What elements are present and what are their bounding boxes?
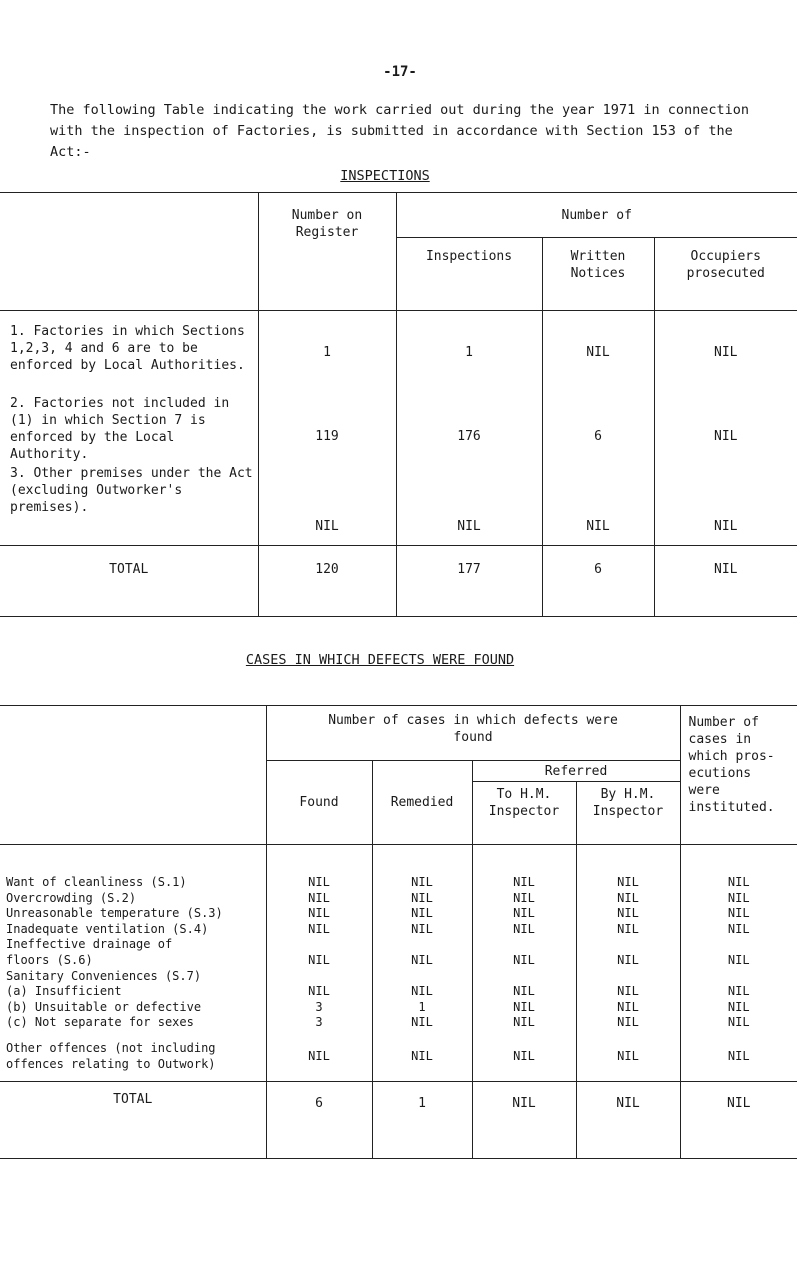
register-value: NIL: [315, 519, 339, 534]
offence-label: (c) Not separate for sexes: [6, 1015, 194, 1030]
row-label: 3. Other premises under the Act (excluding Outworker's premises).: [10, 466, 253, 515]
total-label: TOTAL: [0, 546, 258, 617]
total-to-hm: NIL: [472, 1082, 576, 1159]
by-hm-value: NIL: [617, 984, 639, 999]
prosecutions-value: NIL: [727, 1015, 750, 1030]
by-hm-value: NIL: [617, 1048, 639, 1063]
prosecutions-value: NIL: [727, 952, 750, 967]
inspections-title: INSPECTIONS: [340, 168, 430, 184]
found-value: 3: [315, 999, 323, 1014]
to-hm-value: NIL: [513, 906, 535, 921]
to-hm-value: NIL: [513, 921, 535, 936]
prosecutions-value: NIL: [727, 1048, 750, 1063]
defects-table: [0, 705, 797, 1159]
defects-title: CASES IN WHICH DEFECTS WERE FOUND: [245, 652, 515, 668]
inspections-header: Inspections: [396, 238, 542, 311]
offence-label: Want of cleanliness (S.1): [6, 875, 187, 889]
to-hm-value: NIL: [513, 999, 535, 1014]
prosecuted-value: NIL: [714, 519, 738, 534]
offence-label: Unreasonable temperature (S.3): [6, 906, 223, 921]
total-remedied: 1: [372, 1082, 472, 1159]
found-value: NIL: [308, 890, 330, 905]
offence-label: floors (S.6): [6, 952, 93, 967]
remedied-value: NIL: [411, 921, 433, 936]
blank-header: [0, 193, 258, 311]
prosecuted-value: NIL: [714, 345, 738, 360]
offence-label: offences relating to Outwork): [6, 1056, 216, 1071]
to-hm-header: To H.M. Inspector: [472, 782, 576, 845]
by-hm-value: NIL: [617, 952, 639, 967]
inspections-table: [0, 192, 797, 617]
cases-found-header: Number of cases in which defects were found: [266, 706, 680, 761]
page-number: -17-: [383, 64, 417, 80]
to-hm-value: NIL: [513, 1015, 535, 1030]
blank-header: [0, 706, 266, 845]
to-hm-value: NIL: [513, 875, 535, 889]
prosecutions-value: NIL: [727, 984, 750, 999]
total-prosecutions: NIL: [680, 1082, 797, 1159]
found-value: NIL: [308, 875, 330, 889]
register-value: 1: [323, 345, 331, 360]
inspections-value: 176: [457, 429, 481, 444]
by-hm-value: NIL: [617, 921, 639, 936]
offence-label: Inadequate ventilation (S.4): [6, 921, 209, 936]
remedied-value: NIL: [411, 906, 433, 921]
written-notices-header: Written Notices: [542, 238, 654, 311]
to-hm-value: NIL: [513, 1048, 535, 1063]
found-value: 3: [315, 1015, 323, 1030]
remedied-value: NIL: [411, 984, 433, 999]
remedied-value: 1: [418, 999, 426, 1014]
offence-label: Other offences (not including: [6, 1040, 216, 1055]
prosecutions-value: NIL: [727, 921, 750, 936]
total-found: 6: [266, 1082, 372, 1159]
by-hm-header: By H.M. Inspector: [576, 782, 680, 845]
found-value: NIL: [308, 952, 330, 967]
by-hm-value: NIL: [617, 875, 639, 889]
offence-label: Ineffective drainage of: [6, 937, 173, 952]
total-row: [0, 546, 797, 617]
to-hm-value: NIL: [513, 984, 535, 999]
register-value: 119: [315, 429, 339, 444]
to-hm-value: NIL: [513, 952, 535, 967]
notices-value: NIL: [586, 345, 610, 360]
prosecutions-value: NIL: [727, 999, 750, 1014]
row-label: 2. Factories not included in (1) in which Section 7 is enforced by the Local Authority.: [10, 396, 230, 462]
inspections-value: NIL: [457, 519, 481, 534]
offence-label: Overcrowding (S.2): [6, 890, 137, 905]
offence-label: Sanitary Conveniences (S.7): [6, 968, 202, 983]
total-notices: 6: [542, 546, 654, 617]
number-of-header: Number of: [396, 193, 797, 238]
total-row: [0, 1082, 797, 1159]
remedied-value: NIL: [411, 952, 433, 967]
found-header: Found: [266, 761, 372, 845]
total-inspections: 177: [396, 546, 542, 617]
intro-paragraph: The following Table indicating the work carried out during the year 1971 in connection with the inspection of Factories, is submitted in accordance with Section 153 of the Act:-: [50, 102, 749, 160]
prosecutions-header: Number of cases in which pros-ecutions were instituted.: [680, 706, 797, 845]
table-row: [0, 311, 797, 546]
total-prosecuted: NIL: [654, 546, 797, 617]
notices-value: NIL: [586, 519, 610, 534]
prosecuted-value: NIL: [714, 429, 738, 444]
remedied-header: Remedied: [372, 761, 472, 845]
referred-header: Referred: [472, 761, 680, 782]
remedied-value: NIL: [411, 1015, 433, 1030]
by-hm-value: NIL: [617, 890, 639, 905]
total-register: 120: [258, 546, 396, 617]
row-label: 1. Factories in which Sections 1,2,3, 4 and 6 are to be enforced by Local Authorities.: [10, 324, 245, 373]
prosecutions-value: NIL: [727, 875, 750, 889]
prosecutions-value: NIL: [727, 906, 750, 921]
register-header: Number on Register: [258, 193, 396, 311]
remedied-value: NIL: [411, 875, 433, 889]
found-value: NIL: [308, 906, 330, 921]
remedied-value: NIL: [411, 890, 433, 905]
found-value: NIL: [308, 984, 330, 999]
offence-label: (b) Unsuitable or defective: [6, 999, 202, 1014]
notices-value: 6: [594, 429, 602, 444]
offence-label: (a) Insufficient: [6, 984, 122, 999]
total-by-hm: NIL: [576, 1082, 680, 1159]
total-label: TOTAL: [0, 1082, 266, 1159]
by-hm-value: NIL: [617, 999, 639, 1014]
found-value: NIL: [308, 1048, 330, 1063]
found-value: NIL: [308, 921, 330, 936]
by-hm-value: NIL: [617, 906, 639, 921]
by-hm-value: NIL: [617, 1015, 639, 1030]
occupiers-prosecuted-header: Occupiers prosecuted: [654, 238, 797, 311]
inspections-value: 1: [465, 345, 473, 360]
remedied-value: NIL: [411, 1048, 433, 1063]
prosecutions-value: NIL: [727, 890, 750, 905]
to-hm-value: NIL: [513, 890, 535, 905]
